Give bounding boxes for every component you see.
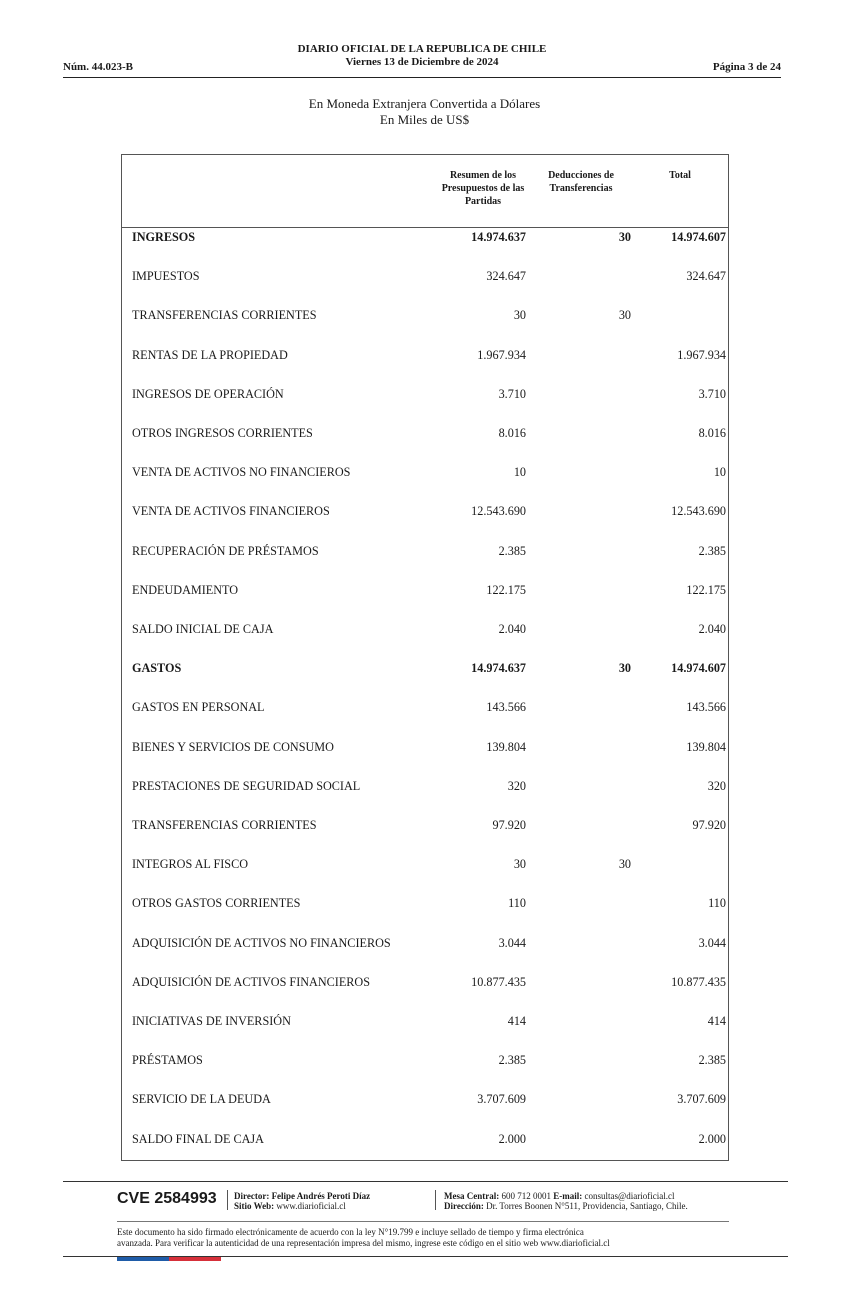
row-label: TRANSFERENCIAS CORRIENTES [132, 308, 317, 323]
summary-value: 97.920 [492, 818, 526, 832]
total-value: 8.016 [698, 426, 726, 440]
row-label: BIENES Y SERVICIOS DE CONSUMO [132, 739, 334, 754]
total-value: 14.974.607 [671, 230, 726, 244]
table-row [122, 387, 728, 405]
table-row [122, 308, 728, 326]
table-row [122, 1014, 728, 1032]
total-value: 3.707.609 [677, 1092, 726, 1107]
total-value: 97.920 [692, 818, 726, 832]
table-row [122, 896, 728, 914]
total-value: 143.566 [686, 700, 726, 715]
footer-separator [227, 1190, 228, 1210]
table-row [122, 818, 728, 836]
table-row [122, 1092, 728, 1110]
row-label: IMPUESTOS [132, 269, 200, 284]
legal-notice [117, 1227, 737, 1248]
table-row [122, 269, 728, 287]
phone-label: Mesa Central: [444, 1191, 500, 1201]
summary-value: 30 [513, 308, 526, 323]
legal-line: Este documento ha sido firmado electrónicamente de acuerdo con la ley N°19.799 e incluye sellado de tiempo y firma electrónica [117, 1227, 584, 1237]
summary-value: 30 [513, 857, 526, 872]
row-label: TRANSFERENCIAS CORRIENTES [132, 818, 317, 832]
deduction-value: 30 [618, 857, 631, 872]
total-value: 414 [707, 1014, 726, 1028]
contact-block [444, 1191, 688, 1211]
publication-masthead [63, 43, 781, 69]
column-header-deductions: Deducciones de Transferencias [548, 170, 614, 194]
footer-separator [435, 1190, 436, 1210]
summary-value: 139.804 [486, 739, 526, 754]
table-subtitle [0, 96, 849, 128]
table-row [122, 857, 728, 875]
table-row [122, 936, 728, 954]
page-number: Página 3 de 24 [712, 61, 781, 73]
row-label: PRÉSTAMOS [132, 1053, 203, 1068]
row-label: SALDO FINAL DE CAJA [132, 1131, 264, 1146]
page-header [63, 41, 781, 78]
row-label: RENTAS DE LA PROPIEDAD [132, 347, 288, 362]
deduction-value: 30 [618, 230, 631, 244]
row-label: GASTOS EN PERSONAL [132, 700, 265, 715]
column-header-total: Total [669, 170, 691, 181]
total-value: 2.385 [698, 1053, 726, 1068]
cve-code: CVE 2584993 [117, 1190, 217, 1207]
total-value: 110 [708, 896, 726, 911]
issue-number: Núm. 44.023-B [63, 61, 133, 73]
row-label: RECUPERACIÓN DE PRÉSTAMOS [132, 543, 319, 558]
summary-value: 2.385 [498, 543, 526, 558]
row-label: SERVICIO DE LA DEUDA [132, 1092, 271, 1107]
director-block [234, 1191, 370, 1211]
summary-value: 3.710 [498, 386, 526, 401]
email-link[interactable]: consultas@diarioficial.cl [584, 1191, 675, 1201]
total-value: 3.044 [698, 935, 726, 950]
deduction-value: 30 [618, 308, 631, 323]
email-label: E-mail: [553, 1191, 583, 1201]
director-name: Felipe Andrés Peroti Díaz [271, 1191, 371, 1201]
summary-value: 8.016 [498, 426, 526, 440]
column-header-summary: Resumen de los Presupuestos de las Partidas [441, 170, 525, 207]
summary-value: 14.974.637 [471, 230, 526, 244]
summary-value: 414 [507, 1014, 526, 1028]
summary-value: 2.385 [498, 1053, 526, 1068]
summary-value: 2.040 [498, 622, 526, 636]
total-value: 139.804 [686, 739, 726, 754]
table-row [122, 1053, 728, 1071]
table-row [122, 622, 728, 640]
table-row [122, 740, 728, 758]
address-label: Dirección: [444, 1201, 484, 1211]
row-label: INGRESOS [132, 230, 195, 244]
footer-divider [117, 1221, 729, 1222]
row-label: PRESTACIONES DE SEGURIDAD SOCIAL [132, 778, 361, 793]
table-row [122, 700, 728, 718]
section-total-row [122, 230, 728, 248]
total-value: 10.877.435 [671, 974, 726, 989]
total-value: 320 [707, 778, 726, 793]
row-label: SALDO INICIAL DE CAJA [132, 622, 274, 636]
flag-bar-blue [117, 1257, 169, 1261]
row-label: GASTOS [132, 661, 182, 676]
address: Dr. Torres Boonen N°511, Providencia, Santiago, Chile. [486, 1201, 688, 1211]
summary-value: 122.175 [486, 582, 526, 597]
website-label: Sitio Web: [234, 1201, 275, 1211]
table-row [122, 1132, 728, 1150]
deduction-value: 30 [618, 661, 631, 676]
table-row [122, 544, 728, 562]
row-label: INTEGROS AL FISCO [132, 857, 249, 872]
summary-value: 3.707.609 [477, 1092, 526, 1107]
summary-value: 2.000 [498, 1131, 526, 1146]
total-value: 1.967.934 [677, 347, 726, 362]
summary-value: 1.967.934 [477, 347, 526, 362]
summary-value: 10 [513, 465, 526, 480]
row-label: VENTA DE ACTIVOS NO FINANCIEROS [132, 465, 351, 480]
table-row [122, 348, 728, 366]
summary-value: 10.877.435 [471, 974, 526, 989]
table-row [122, 583, 728, 601]
website-link[interactable]: www.diarioficial.cl [276, 1201, 346, 1211]
row-label: OTROS INGRESOS CORRIENTES [132, 426, 313, 440]
row-label: ADQUISICIÓN DE ACTIVOS NO FINANCIEROS [132, 935, 391, 950]
summary-value: 12.543.690 [471, 504, 526, 519]
total-value: 14.974.607 [671, 661, 726, 676]
total-value: 324.647 [686, 269, 726, 284]
summary-value: 320 [507, 778, 526, 793]
row-label: INGRESOS DE OPERACIÓN [132, 386, 284, 401]
row-label: INICIATIVAS DE INVERSIÓN [132, 1014, 291, 1028]
budget-table [121, 154, 729, 1161]
table-row [122, 779, 728, 797]
table-row [122, 426, 728, 444]
table-row [122, 504, 728, 522]
total-value: 2.385 [698, 543, 726, 558]
units-note: En Miles de US$ [379, 112, 470, 127]
table-row [122, 465, 728, 483]
total-value: 2.040 [698, 622, 726, 636]
publication-title: DIARIO OFICIAL DE LA REPUBLICA DE CHILE [297, 43, 547, 55]
footer-divider [63, 1181, 788, 1182]
total-value: 3.710 [698, 386, 726, 401]
flag-bar-red [169, 1257, 221, 1261]
director-label: Director: [234, 1191, 270, 1201]
summary-value: 14.974.637 [471, 661, 526, 676]
row-label: OTROS GASTOS CORRIENTES [132, 896, 301, 911]
summary-value: 3.044 [498, 935, 526, 950]
total-value: 10 [713, 465, 726, 480]
row-label: VENTA DE ACTIVOS FINANCIEROS [132, 504, 330, 519]
total-value: 2.000 [698, 1131, 726, 1146]
row-label: ADQUISICIÓN DE ACTIVOS FINANCIEROS [132, 974, 371, 989]
phone-number: 600 712 0001 [501, 1191, 551, 1201]
section-total-row [122, 661, 728, 679]
table-header [122, 155, 728, 228]
row-label: ENDEUDAMIENTO [132, 582, 239, 597]
summary-value: 143.566 [486, 700, 526, 715]
legal-line: avanzada. Para verificar la autenticidad de una representación impresa del mismo, ingrese este código en el sitio web www.diarioficial.cl [117, 1237, 610, 1248]
summary-value: 324.647 [486, 269, 526, 284]
table-row [122, 975, 728, 993]
summary-value: 110 [508, 896, 526, 911]
currency-note: En Moneda Extranjera Convertida a Dólares [308, 96, 541, 111]
publication-date: Viernes 13 de Diciembre de 2024 [345, 56, 499, 68]
total-value: 122.175 [686, 582, 726, 597]
total-value: 12.543.690 [671, 504, 726, 519]
